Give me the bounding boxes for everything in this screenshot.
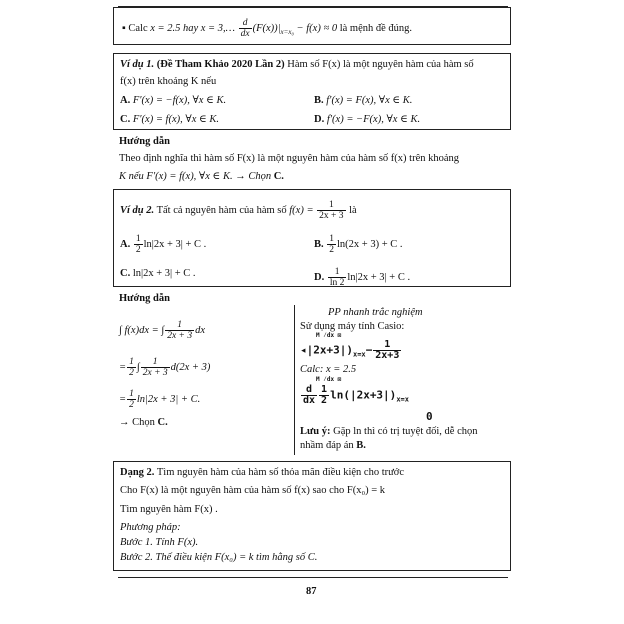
guide2-line-2: = $\frac{1}{2}$ ∫ $\frac{1}{2x + 3}$ d(2x + 3) (119, 357, 211, 378)
guide2-line-3: = $\frac{1}{2}$ ln|2x + 3| + C. (119, 389, 201, 410)
dang2-step-2: Bước 2. Thế điều kiện F(x₀) = k tìm hằng số C. (120, 552, 318, 563)
dang2-line-1: Cho F(x) là một nguyên hàm của hàm số f(x) sao cho F(x₀) = k (120, 485, 386, 496)
lcd1-expression: $◂|2x+3|)_{x=x}-$ $\frac{1}{2x+3}$ (300, 339, 400, 361)
example1-option-b: B. f′(x) = F(x), ∀x ∈ K. (314, 95, 413, 106)
dang2-step-1: Bước 1. Tính F(x). (120, 537, 199, 548)
dang2-line-2: Tìm nguyên hàm F(x) . (120, 504, 218, 515)
page-number: 87 (306, 586, 317, 597)
pp-casio: Sử dụng máy tính Casio: (300, 321, 405, 332)
deriv-rest: − f(x) ≈ 0 (296, 22, 338, 34)
dang2-box (113, 461, 511, 571)
dang2-method: Phương pháp: (120, 522, 181, 533)
lcd2-expression: $\frac{d}{dx}$ $\frac{1}{2}$ $\ln(|2x+3|)_{x=x}$ (303, 384, 409, 406)
example2-option-a: A. $\frac{1}{2}$ ln|2x + 3| + C . (120, 234, 207, 255)
calc-prefix: Calc (128, 22, 148, 34)
lcd2-result: 0 (426, 410, 433, 423)
pp-note-2: nhầm đáp án B. (300, 440, 366, 451)
calc-box (113, 7, 511, 45)
lcd2-flags: M ⁄dx ⊠ (316, 376, 342, 383)
example2-option-b: B. $\frac{1}{2}$ ln(2x + 3) + C . (314, 234, 403, 255)
example2-f-fraction: $\frac{1}{2x + 3}$ (319, 200, 344, 221)
lcd1-flags: M ⁄dx ⊠ (316, 332, 342, 339)
example1-label: Ví dụ 1. (120, 59, 155, 70)
deriv-body: (F(x))| (252, 22, 281, 34)
guide2-line-1: ∫ f(x)dx = ∫ $\frac{1}{2x + 3}$ dx (119, 320, 206, 341)
deriv-num: d (239, 18, 252, 29)
example2-stem: Ví dụ 2. Tất cả nguyên hàm của hàm số f(x) = $\frac{1}{2x + 3}$ là (120, 200, 357, 221)
footer-rule (118, 577, 508, 578)
example1-option-a: A. F′(x) = −f(x), ∀x ∈ K. (120, 95, 227, 106)
pp-title: PP nhanh trắc nghiệm (328, 307, 423, 318)
pp-calc-line: Calc: x = 2.5 (300, 364, 357, 375)
example1-stem-text: Hàm số F(x) là một nguyên hàm của hàm số (287, 59, 474, 70)
column-divider (294, 305, 295, 455)
example1-stem-2: f(x) trên khoảng K nếu (120, 76, 217, 87)
deriv-fraction (239, 18, 252, 39)
bullet: ▪ (122, 22, 126, 34)
example1-option-c: C. F′(x) = f(x), ∀x ∈ K. (120, 114, 220, 125)
guide1-line-1: Theo định nghĩa thì hàm số F(x) là một nguyên hàm của hàm số f(x) trên khoảng (119, 153, 460, 164)
example2-option-c: C. ln|2x + 3| + C . (120, 268, 196, 279)
example2-option-d: D. $\frac{1}{\ln 2}$ ln|2x + 3| + C . (314, 267, 411, 288)
pp-note-1: Lưu ý: Gặp ln thì có trị tuyệt đối, dễ chọn (300, 426, 478, 437)
deriv-den: dx (240, 29, 250, 39)
guide2-title: Hướng dẫn (119, 293, 170, 304)
deriv-sub: x=x₀ (280, 28, 294, 36)
calc-line (122, 18, 412, 39)
example1-box (113, 53, 511, 130)
guide2-choose: → Chọn C. (119, 417, 168, 428)
example1-source: (Đề Tham Khảo 2020 Lần 2) (156, 59, 285, 70)
guide1-line-2: K nếu F′(x) = f(x), ∀x ∈ K. → Chọn C. (119, 171, 284, 182)
dang2-title: Dạng 2. Tìm nguyên hàm của hàm số thỏa mãn điều kiện cho trước (120, 467, 405, 478)
example1-option-d: D. f′(x) = −F(x), ∀x ∈ K. (314, 114, 421, 125)
example2-box (113, 189, 511, 287)
guide1-title: Hướng dẫn (119, 136, 170, 147)
example1-stem-1 (120, 58, 474, 71)
calc-expr: x = 2.5 hay x = 3,… (150, 22, 235, 34)
calc-suffix: là mệnh đề đúng. (339, 22, 413, 34)
